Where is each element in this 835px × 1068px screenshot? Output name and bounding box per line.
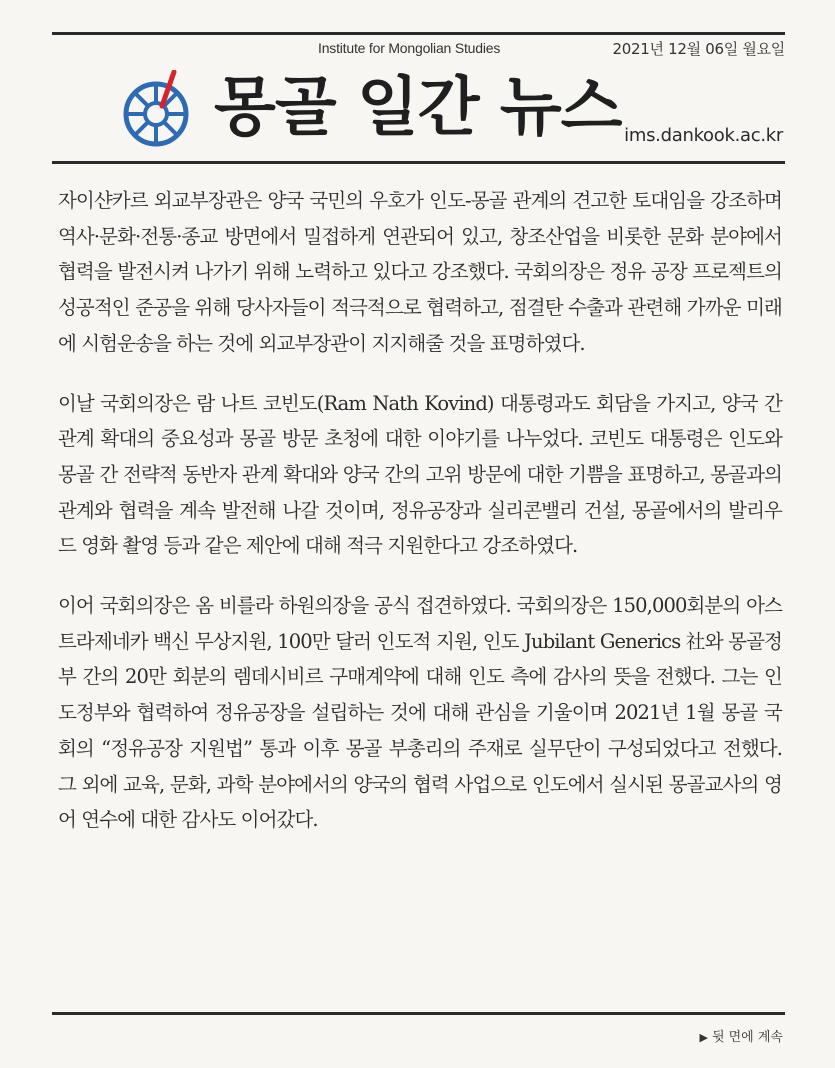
header-rule	[52, 161, 785, 164]
site-url: ims.dankook.ac.kr	[624, 125, 783, 146]
institute-name: Institute for Mongolian Studies	[318, 40, 501, 56]
article-body	[58, 183, 782, 862]
article-paragraph-3: 이어 국회의장은 옴 비를라 하원의장을 공식 접견하였다. 국회의장은 150,000회분의 아스트라제네카 백신 무상지원, 100만 달러 인도적 지원, 인도 Jubilant Generics 社와 몽골정부 간의 20만 회분의 렘데시비르 구매계약에 대해 인도 측에 감사의 뜻을 전했다. 그는 인도정부와 협력하여 정유공장을 설립하는 것에 대해 관심을 기울이며 2021년 1월 몽골 국회의 “정유공장 지원법” 통과 이후 몽골 부총리의 주재로 실무단이 구성되었다고 전했다. 그 외에 교육, 문화, 과학 분야에서의 양국의 협력 사업으로 인도에서 실시된 몽골교사의 영어 연수에 대한 감사도 이어갔다.	[58, 594, 782, 832]
continue-label: 뒷 면에 계속	[711, 1030, 783, 1045]
article-paragraph-1: 자이샨카르 외교부장관은 양국 국민의 우호가 인도-몽골 관계의 견고한 토대임을 강조하며 역사·문화·전통·종교 방면에서 밀접하게 연관되어 있고, 창조산업을 비롯한 문화 분야에서 협력을 발전시켜 나가기 위해 노력하고 있다고 강조했다. 국회의장은 정유 공장 프로젝트의 성공적인 준공을 위해 당사자들이 적극적으로 협력하고, 점결탄 수출과 관련해 가까운 미래에 시험운송을 하는 것에 외교부장관이 지지해줄 것을 표명하였다.	[58, 189, 782, 355]
footer-rule	[52, 1012, 785, 1015]
top-rule	[52, 32, 785, 35]
continue-note	[699, 1026, 783, 1045]
article-paragraph-2: 이날 국회의장은 람 나트 코빈도(Ram Nath Kovind) 대통령과도 회담을 가지고, 양국 간 관계 확대의 중요성과 몽골 방문 초청에 대한 이야기를 나누었다. 코빈도 대통령은 인도와 몽골 간 전략적 동반자 관계 확대와 양국 간의 고위 방문에 대한 기쁨을 표명하고, 몽골과의 관계와 협력을 계속 발전해 나갈 것이며, 정유공장과 실리콘밸리 건설, 몽골에서의 발리우드 영화 촬영 등과 같은 제안에 대해 적극 지원한다고 강조하였다.	[58, 391, 782, 558]
issue-date: 2021년 12월 06일 월요일	[612, 40, 785, 58]
wheel-logo-icon	[118, 70, 198, 150]
newsletter-title: 몽골 일간 뉴스	[214, 71, 622, 145]
triangle-right-icon: ▶	[699, 1031, 708, 1044]
wheel-logo-graphic	[126, 72, 186, 144]
